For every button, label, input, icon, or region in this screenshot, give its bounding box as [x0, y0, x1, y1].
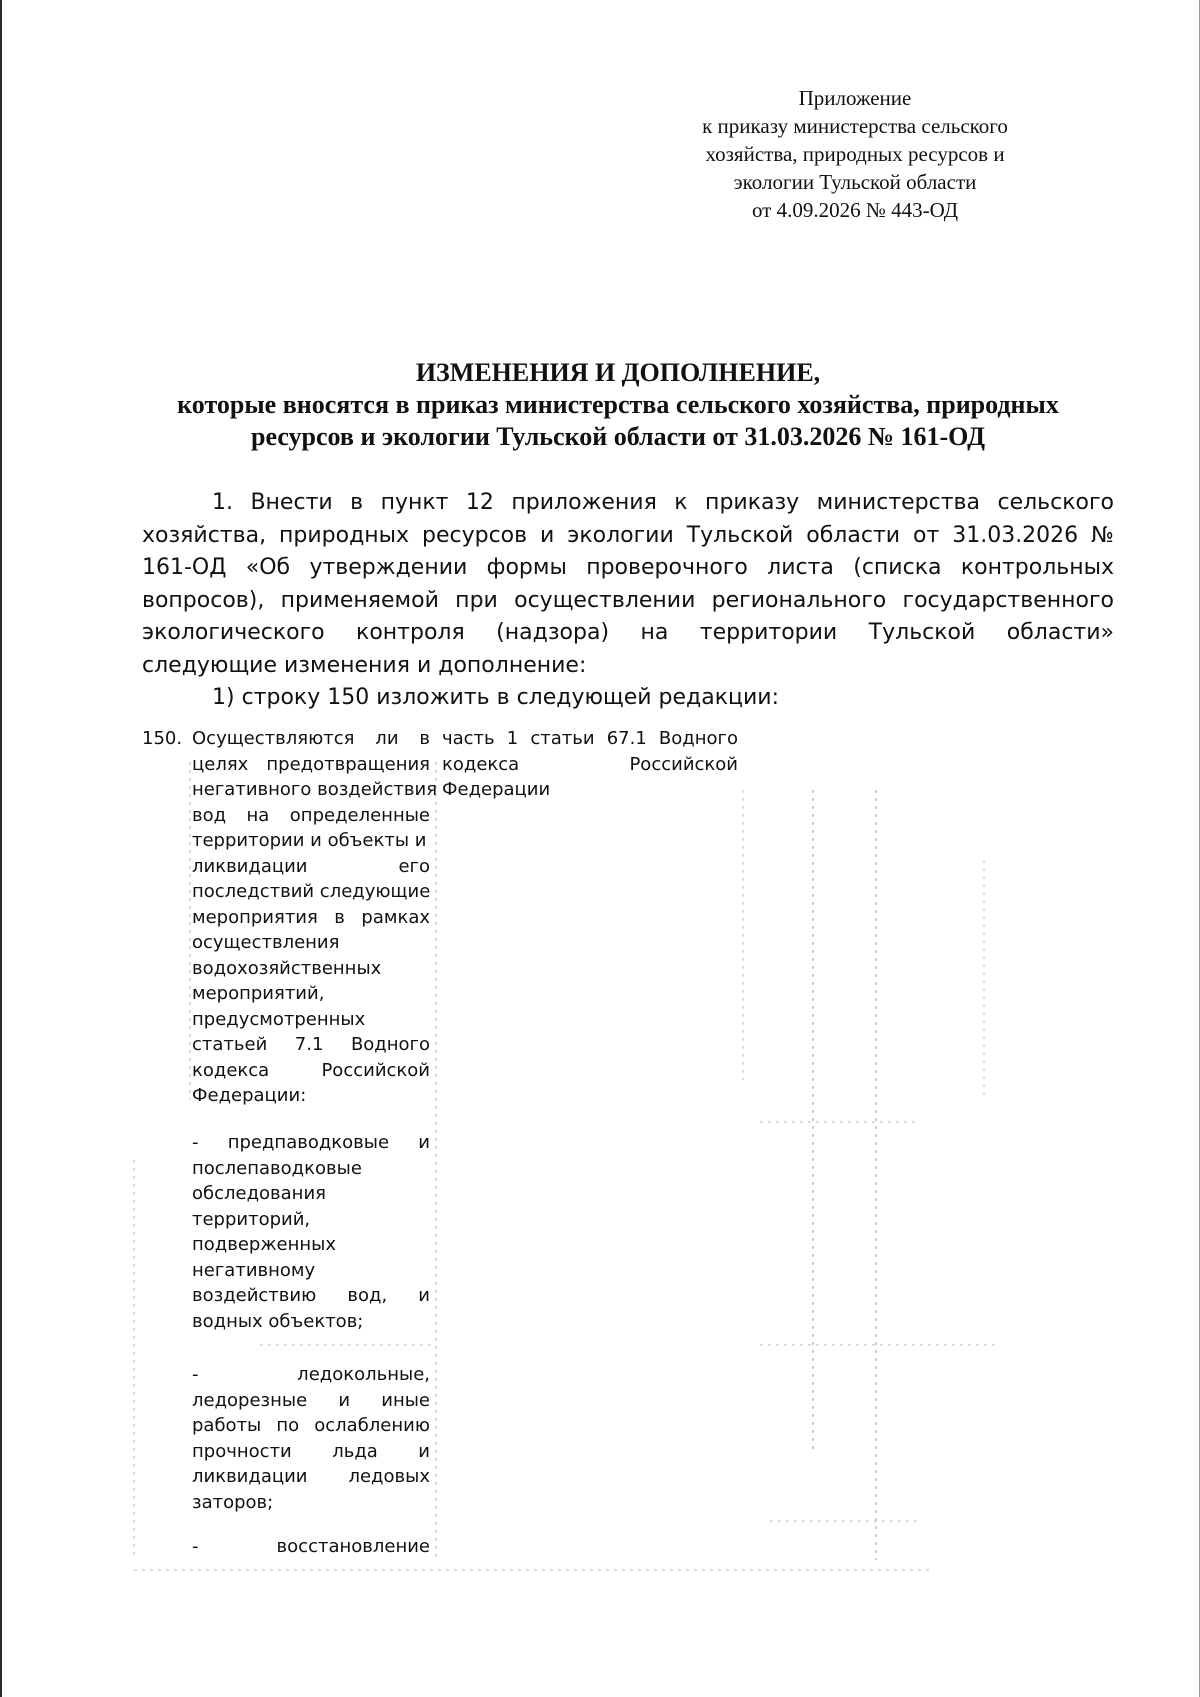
paragraph-line: вопросов), применяемой при осуществлении регионального государственного: [142, 587, 1114, 613]
appendix-line: хозяйства, природных ресурсов и: [705, 142, 1005, 166]
paragraph-line: 1. Внести в пункт 12 приложения к приказу министерства сельского: [212, 490, 1114, 515]
row-number: 150.: [142, 728, 183, 749]
question-line: осуществления: [192, 932, 340, 953]
sub-item-line: - предпаводковые и: [192, 1132, 430, 1153]
body-paragraph: [142, 487, 1114, 715]
question-line: мероприятий,: [192, 983, 325, 1004]
question-line: предусмотренных: [192, 1008, 366, 1030]
appendix-line: от 4.09.2026 № 443-ОД: [751, 198, 959, 222]
sub-item-line: ледорезные и иные: [192, 1389, 430, 1411]
heading-title: ИЗМЕНЕНИЯ И ДОПОЛНЕНИЕ,: [415, 358, 821, 387]
question-line: негативного воздействия: [192, 779, 438, 800]
paragraph-line: следующие изменения и дополнение:: [142, 652, 587, 678]
question-line: ликвидации его: [192, 855, 430, 877]
sub-item-line: воздействию вод, и: [192, 1285, 430, 1306]
question-line: водохозяйственных: [192, 957, 382, 979]
sub-item-line: негативному: [192, 1259, 316, 1281]
scan-edge-left: [0, 0, 2, 1697]
question-cell: [192, 726, 438, 1109]
appendix-line: Приложение: [798, 86, 912, 110]
appendix-line: к приказу министерства сельского: [702, 114, 1008, 138]
reference-line: часть 1 статьи 67.1 Водного: [442, 728, 738, 749]
question-line: Федерации:: [192, 1085, 307, 1106]
sub-item-line: заторов;: [192, 1491, 274, 1513]
subitem-line: 1) строку 150 изложить в следующей редакции:: [212, 685, 780, 710]
sub-item-line: послепаводковые: [192, 1157, 362, 1179]
reference-line: Федерации: [442, 779, 551, 800]
question-line: кодекса Российской: [192, 1059, 430, 1081]
sub-item-line: подверженных: [192, 1234, 337, 1255]
sub-item-line: - ледокольные,: [192, 1364, 430, 1385]
sub-item-cell: [192, 1534, 430, 1560]
sub-item-line: работы по ослаблению: [192, 1415, 430, 1436]
question-line: последствий следующие: [192, 881, 431, 902]
heading-subtitle-line: которые вносятся в приказ министерства сельского хозяйства, природных: [177, 390, 1059, 419]
document-heading: [128, 357, 1108, 453]
heading-subtitle-line: ресурсов и экологии Тульской области от 31.03.2026 № 161-ОД: [251, 422, 985, 451]
sub-item-line: территорий,: [192, 1208, 311, 1230]
question-line: целях предотвращения: [192, 753, 430, 775]
sub-item-cell: [192, 1362, 430, 1515]
sub-item-line: водных объектов;: [192, 1310, 364, 1332]
question-line: вод на определенные: [192, 804, 430, 826]
question-line: Осуществляются ли в: [192, 728, 430, 749]
sub-item-cell: [192, 1130, 430, 1334]
question-line: мероприятия в рамках: [192, 906, 430, 928]
appendix-line: экологии Тульской области: [733, 170, 977, 194]
sub-item-line: ликвидации ледовых: [192, 1466, 430, 1487]
question-line: территории и объекты и: [192, 830, 427, 851]
question-line: статьей 7.1 Водного: [192, 1034, 430, 1055]
reference-cell: [442, 726, 738, 803]
reference-line: кодекса Российской: [442, 753, 738, 775]
sub-item-line: прочности льда и: [192, 1440, 430, 1462]
paragraph-line: 161-ОД «Об утверждении формы проверочного листа (списка контрольных: [142, 555, 1114, 580]
appendix-block: [700, 84, 1010, 224]
paragraph-line: экологического контроля (надзора) на территории Тульской области»: [142, 620, 1114, 645]
sub-item-line: - восстановление: [192, 1536, 430, 1557]
paragraph-line: хозяйства, природных ресурсов и экологии Тульской области от 31.03.2026 №: [142, 522, 1114, 548]
sub-item-line: обследования: [192, 1183, 326, 1204]
